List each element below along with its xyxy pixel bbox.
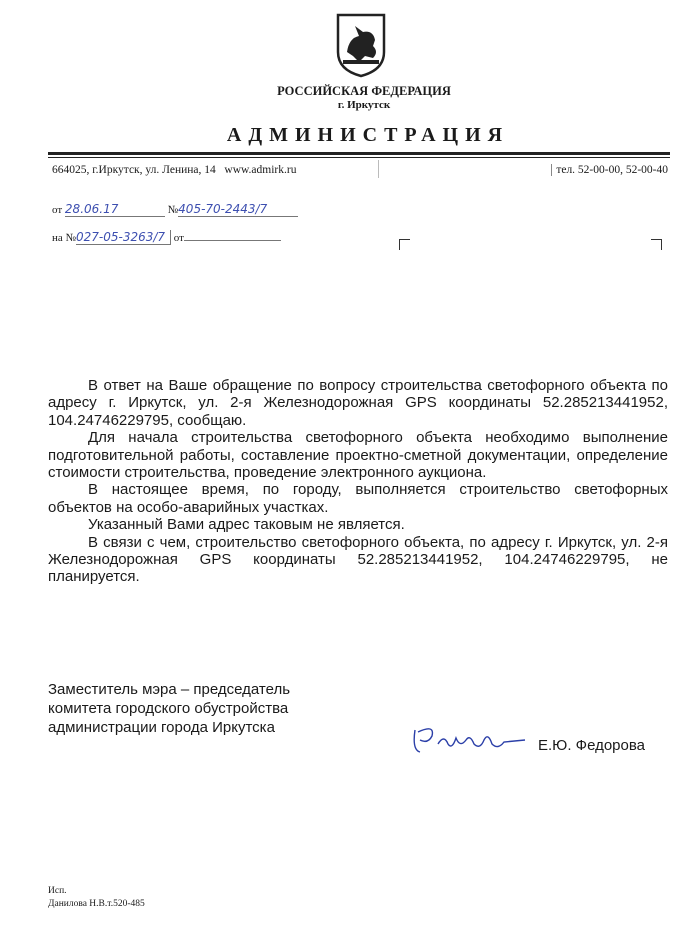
header-rule-thin <box>48 157 670 158</box>
org-title: АДМИНИСТРАЦИЯ <box>226 124 510 146</box>
number-label: № <box>167 204 179 216</box>
handwritten-signature <box>410 720 530 760</box>
reply-from-label: от <box>173 232 184 244</box>
country-name: РОССИЙСКАЯ ФЕДЕРАЦИЯ <box>277 84 451 98</box>
executor-label: Исп. <box>48 886 67 896</box>
paragraph: В настоящее время, по городу, выполняется строительство светофорных объектов на особо-аварийных участках. <box>48 481 668 516</box>
paragraph: Для начала строительства светофорного объекта необходимо выполнение подготовительной работы, составление проектно-сметной документации, определение стоимости строительства, проведение электронного аукциона. <box>48 429 668 482</box>
incoming-ref <box>52 230 281 245</box>
reply-date <box>184 240 281 241</box>
address: 664025, г.Иркутск, ул. Ленина, 14 <box>52 164 216 176</box>
divider <box>378 160 379 178</box>
header-rule <box>48 152 670 155</box>
address-corner <box>651 239 662 250</box>
executor-name: Данилова Н.В.т.520-485 <box>48 899 145 909</box>
city-emblem-icon <box>335 12 387 78</box>
signatory-name: Е.Ю. Федорова <box>538 737 645 754</box>
reply-label: на № <box>52 232 77 244</box>
letter-date: 28.06.17 <box>65 202 165 217</box>
position-line: администрации города Иркутска <box>48 719 275 736</box>
address-line <box>52 164 296 176</box>
reply-number: 027-05-3263/7 <box>76 230 171 245</box>
address-corner <box>399 239 410 250</box>
from-label: от <box>52 204 63 216</box>
paragraph: В ответ на Ваше обращение по вопросу строительства светофорного объекта по адресу г. Иркутск, ул. 2-я Железнодорожная GPS координаты 52.285213441952, 104.24746229795, сообщаю. <box>48 377 668 429</box>
letter-number: 405-70-2443/7 <box>178 202 298 217</box>
city-name: г. Иркутск <box>337 99 391 111</box>
letter-body <box>48 377 668 586</box>
website: www.admirk.ru <box>224 164 297 176</box>
signatory-position <box>48 680 290 737</box>
position-line: Заместитель мэра – председатель <box>48 681 291 698</box>
executor-info <box>48 885 145 911</box>
outgoing-ref <box>52 202 298 217</box>
phone: тел. 52-00-00, 52-00-40 <box>551 164 668 176</box>
paragraph: В связи с чем, строительство светофорного объекта, по адресу г. Иркутск, ул. 2-я Железнодорожная GPS координаты 52.285213441952, 104.24746229795, не планируется. <box>48 533 668 586</box>
position-line: комитета городского обустройства <box>48 700 289 717</box>
paragraph: Указанный Вами адрес таковым не является. <box>88 516 405 534</box>
